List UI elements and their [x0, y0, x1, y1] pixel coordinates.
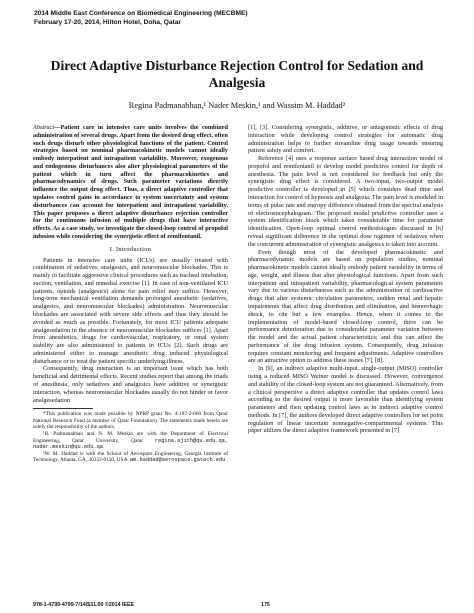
funding-footnote: *This publication was made possible by NPRP grant No. 4-187-2-060 from Qatar National Research Fund (a member of Qatar Foundation). The statements made herein are solely the responsibility of the authors. — [33, 411, 228, 431]
title-line-2: Analgesia — [208, 75, 266, 90]
author-affiliation-footnote-2 — [33, 451, 228, 464]
affiliation-2-text: ²W. M. Haddad is with the School of Aerospace Engineering, Georgia Institute of Technology, Atlanta, GA, 30332-0150, USA. — [33, 450, 228, 464]
right-paragraph-1: [1], [3]. Considering synergistic, additive, or antagonistic effects of drug interaction while developing control strategies for automatic drug administration helps to further streamline drug usage towards ensuring patient safety and comfort. — [248, 124, 443, 155]
title-line-1: Direct Adaptive Disturbance Rejection Control for Sedation and — [50, 58, 424, 73]
email-regina[interactable]: regina.ajith@qu.edu.qa, — [154, 437, 228, 444]
conference-header — [34, 10, 454, 27]
right-paragraph-3: Even though most of the developed pharmacokinetic and pharmacodynamic models are based on population studies, nominal pharmacokinetic models cannot ideally embody patient variability in terms of age, weight, and illness that alter physiological functions. Apart from such interpatient and intrapatient variability, pharmacological system parameters vary due to various disturbances such as the administration of cardioactive drugs that alter systemic circulation parameters, sudden renal and hepatic impairments that affect drug distribution and elimination, and hemorrhagic shock, to cite but a few examples. Hence, when it comes to the implementation of model-based closed-loop control, there can be performance deterioration due to considerable parameter variation between the model and the actual patient characteristics; and this can affect the performance of the drug infusion system. Consequently, drug infusion requires constant monitoring and frequent adjustments. Adaptive controllers are an attractive option to address these issues [7], [8]. — [248, 248, 443, 365]
paper-title — [30, 57, 444, 91]
isbn-copyright: 978-1-4799-4799-7/14/$31.00 ©2014 IEEE — [33, 602, 135, 608]
right-paragraph-4: In [9], an indirect adaptive multi-input, single-output (MISO) controller using a reduced MISO Weiner model is discussed. However, convergence and stability of the closed-loop system are not guaranteed. Alternatively, from a clinical perspective a direct adaptive controller that updates control laws according to the desired output is more favorable than identifying system parameters and then updating control laws as in indirect adaptive control methods. In [7], the authors developed direct adaptive controllers for set point regulation of linear uncertain nonnegative-compartmental systems. This paper utilizes the direct adaptive framework presented in [7] — [248, 365, 443, 435]
intro-paragraph-2: Consequently, drug interaction is an important issue which has both beneficial and detrimental effects. Recent studies report that among the triads of anesthesia, only sedatives and analgesics have additive or synergistic interaction, whereas neuromuscular blockades usually do not hinder or favor analgesedation — [33, 365, 228, 404]
right-paragraph-2: Reference [4] uses a response surface based drug interaction model of propofol and remifentanil to develop model predictive control for depth of anesthesia. The pain level is not considered for feedback but only the synergistic drug effect is considered. A two-input, two-output model predictive controller is developed in [5] which considers dead time and interaction for control of hypnosis and analgesia. The pain level is modeled in terms of pulse rate and entropy difference obtained from the spectral analysis of electroencephalogram. The proposed model predictive controller uses a system identification block which takes considerable time for parameter identification. Open-loop optimal control methodologies discussed in [6] reveal significant difference in the optimal dose regimen of sedatives when the concurrent administration of synergistic analgesics is taken into account. — [248, 155, 443, 248]
page-number: 175 — [261, 602, 270, 608]
abstract-text: —Patient care in intensive care units involves the combined administration of several drugs. Apart from the desired drug effect, often such drugs disturb other physiological functions of the patient. Control strategies based on nominal pharmacokinetic models cannot ideally embody interpatient and intrapatient variability. Moreover, exogenous and endogenous disturbances also alter physiological parameters of the patient which in turn affect the pharmacokinetics and pharmacodynamics of drugs. Such parameter variations directly influence the output drug effect. Thus, a direct adaptive controller that updates control gains in accordance to system uncertainty and system disturbances can account for interpatient and intrapatient variability. This paper proposes a direct adaptive disturbance rejection controller for the continuous infusion of multiple drugs that have interactive effects. As a case study, we investigate the closed-loop control of propofol infusion while considering the synergistic effect of remifentanil. — [33, 124, 228, 240]
email-wassim[interactable]: wm.haddad@aerospace.gatech.edu — [129, 457, 226, 464]
abstract — [33, 124, 228, 241]
footnote-divider — [33, 408, 93, 409]
abstract-label: Abstract — [33, 124, 55, 131]
left-column — [33, 124, 228, 464]
author-affiliation-footnote-1 — [33, 431, 228, 451]
conference-date-venue: February 17-20, 2014, Hilton Hotel, Doha, Qatar — [34, 18, 181, 26]
conference-name: 2014 Middle East Conference on Biomedical Engineering (MECBME) — [34, 10, 248, 17]
right-column — [248, 124, 443, 435]
section-heading-introduction: I. Introduction — [109, 245, 152, 253]
footnotes — [33, 411, 228, 463]
email-nader[interactable]: nader.meskin@qu.edu.qa — [33, 444, 103, 451]
author-list: Regina Padmanabhan,¹ Nader Meskin,¹ and Wassim M. Haddad² — [128, 101, 346, 110]
intro-paragraph-1: Patients in intensive care units (ICUs) are usually treated with combination of sedatives, analgesics, and neuromuscular blockades. This is mainly to facilitate aggressive clinical procedures such as tracheal intubation, suction, ventilation, and remedial exercise [1]. In case of non-ventilated ICU patients, opioids (analgesics) alone for pain relief may suffice. However, long-term mechanical ventilation demands prolonged anesthetic (sedatives, analgesics, and neuromuscular blockades) administration. Neuromuscular blockades are associated with severe side effects and thus they should be avoided as much as possible. Fortunately, for most ICU patients adequate analgesedation in the absence of neuromuscular blockades suffices [1]. Apart from anesthetics, drugs for cardiovascular, respiratory, or renal system stability are also administered to patients in ICUs [2]. Such drugs are administered either to manage anesthetic drug induced physiological disturbance or to treat the patient specific underlying illness. — [33, 256, 228, 365]
affiliation-1-text: ¹R. Padmanabhan and N. M. Meskin are with the Department of Electrical Engineering, Qatar University, Qatar — [33, 430, 228, 444]
